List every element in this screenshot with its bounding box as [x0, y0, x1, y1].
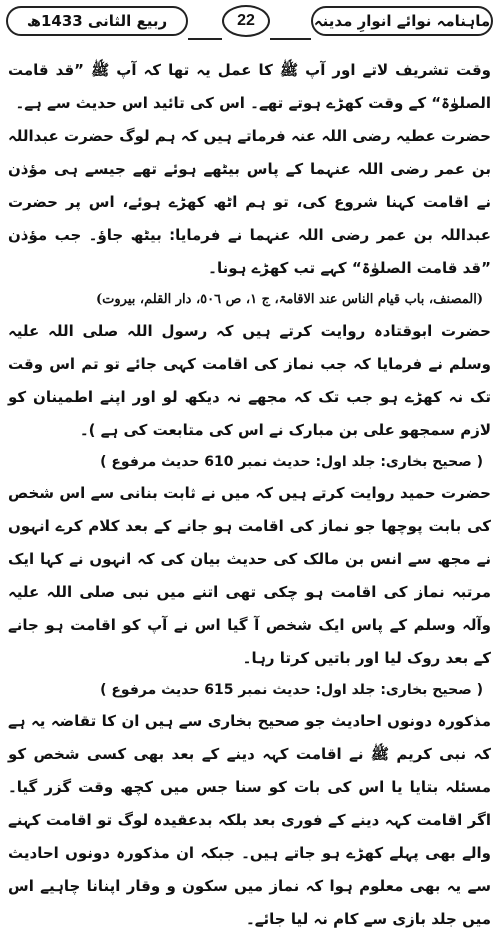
reference-bukhari-610: ( صحیح بخاری: جلد اول: حدیث نمبر 610 حدیث مرفوع ): [100, 454, 483, 470]
paragraph-abu-qatada: حضرت ابوقتادہ روایت کرتے ہیں کہ رسول اللہ صلی اللہ علیہ وسلم نے فرمایا کہ جب نماز کی اقامت کہی جائے تو تم اس وقت تک نہ کھڑے ہو جب تک کہ مجھے نہ دیکھ لو اور اپنے اطمینان کو لازم سمجھو علی بن مبارک نے اس کی متابعت کی ہے )۔: [8, 322, 491, 439]
paragraph-conclusion: مذکورہ دونوں احادیث جو صحیح بخاری سے ہیں ان کا تقاضہ یہ ہے کہ نبی کریم ﷺ نے اقامت کہہ دینے کے بعد بھی کسی شخص کو مسئلہ بتایا یا اس کی بات کو سنا جس میں کچھ وقت گزر گیا۔ اگر اقامت کہہ دینے کے فوری بعد بلکہ بدعقیدہ لوگ تو اقامت کہنے والے بھی پہلے کھڑے ہو جاتے ہیں۔ جبکہ ان مذکورہ دونوں احادیث سے یہ بھی معلوم ہوا کہ نماز میں سکون و وقار اپنانا چاہیے اس میں جلد بازی سے کام نہ لیا جائے۔: [8, 712, 491, 928]
header-rule-left: [188, 38, 222, 40]
reference-musannaf: (المصنف، باب قیام الناس عند الاقامۃ، ج ١، ص ٥٠٦، دار القلم، بیروت): [96, 292, 483, 307]
paragraph-intro: وقت تشریف لاتے اور آپ ﷺ کا عمل یہ تھا کہ آپ ﷺ ”قد قامت الصلوٰۃ“ کے وقت کھڑے ہوتے تھے۔ اس کی تائید اس حدیث سے ہے۔: [8, 61, 491, 112]
page-header: [0, 0, 499, 48]
paragraph-atiyya: حضرت عطیہ رضی اللہ عنہ فرماتے ہیں کہ ہم لوگ حضرت عبداللہ بن عمر رضی اللہ عنہما کے پاس بیٹھے ہوئے تھے جیسے ہی مؤذن نے اقامت کہنا شروع کی، تو ہم اٹھ کھڑے ہوئے، اس پر حضرت عبداللہ بن عمر رضی اللہ عنہما نے فرمایا: بیٹھ جاؤ۔ جب مؤذن ”قد قامت الصلوٰۃ“ کہے تب کھڑے ہونا۔: [8, 127, 491, 277]
issue-date: ربیع الثانی 1433ھ: [6, 6, 188, 36]
article-body: [8, 54, 491, 936]
paragraph-humaid: حضرت حمید روایت کرتے ہیں کہ میں نے ثابت بنانی سے اس شخص کی بابت پوچھا جو نماز کی اقامت ہو جانے کے بعد کلام کرے انہوں نے مجھ سے انس بن مالک کی حدیث بیان کی کہ انہوں نے کہا ایک مرتبہ نماز کی اقامت ہو چکی تھی اتنے میں نبی صلی اللہ علیہ وآلہ وسلم کے پاس ایک شخص آ گیا اس نے آپ کو اقامت ہو جانے کے بعد روک لیا اور باتیں کرتا رہا۔: [8, 484, 491, 667]
header-rule-right: [270, 38, 311, 40]
reference-bukhari-615: ( صحیح بخاری: جلد اول: حدیث نمبر 615 حدیث مرفوع ): [100, 682, 483, 698]
magazine-title: ماہنامہ نوائے انوارِ مدینہ: [311, 6, 493, 36]
page-number: 22: [222, 5, 270, 37]
